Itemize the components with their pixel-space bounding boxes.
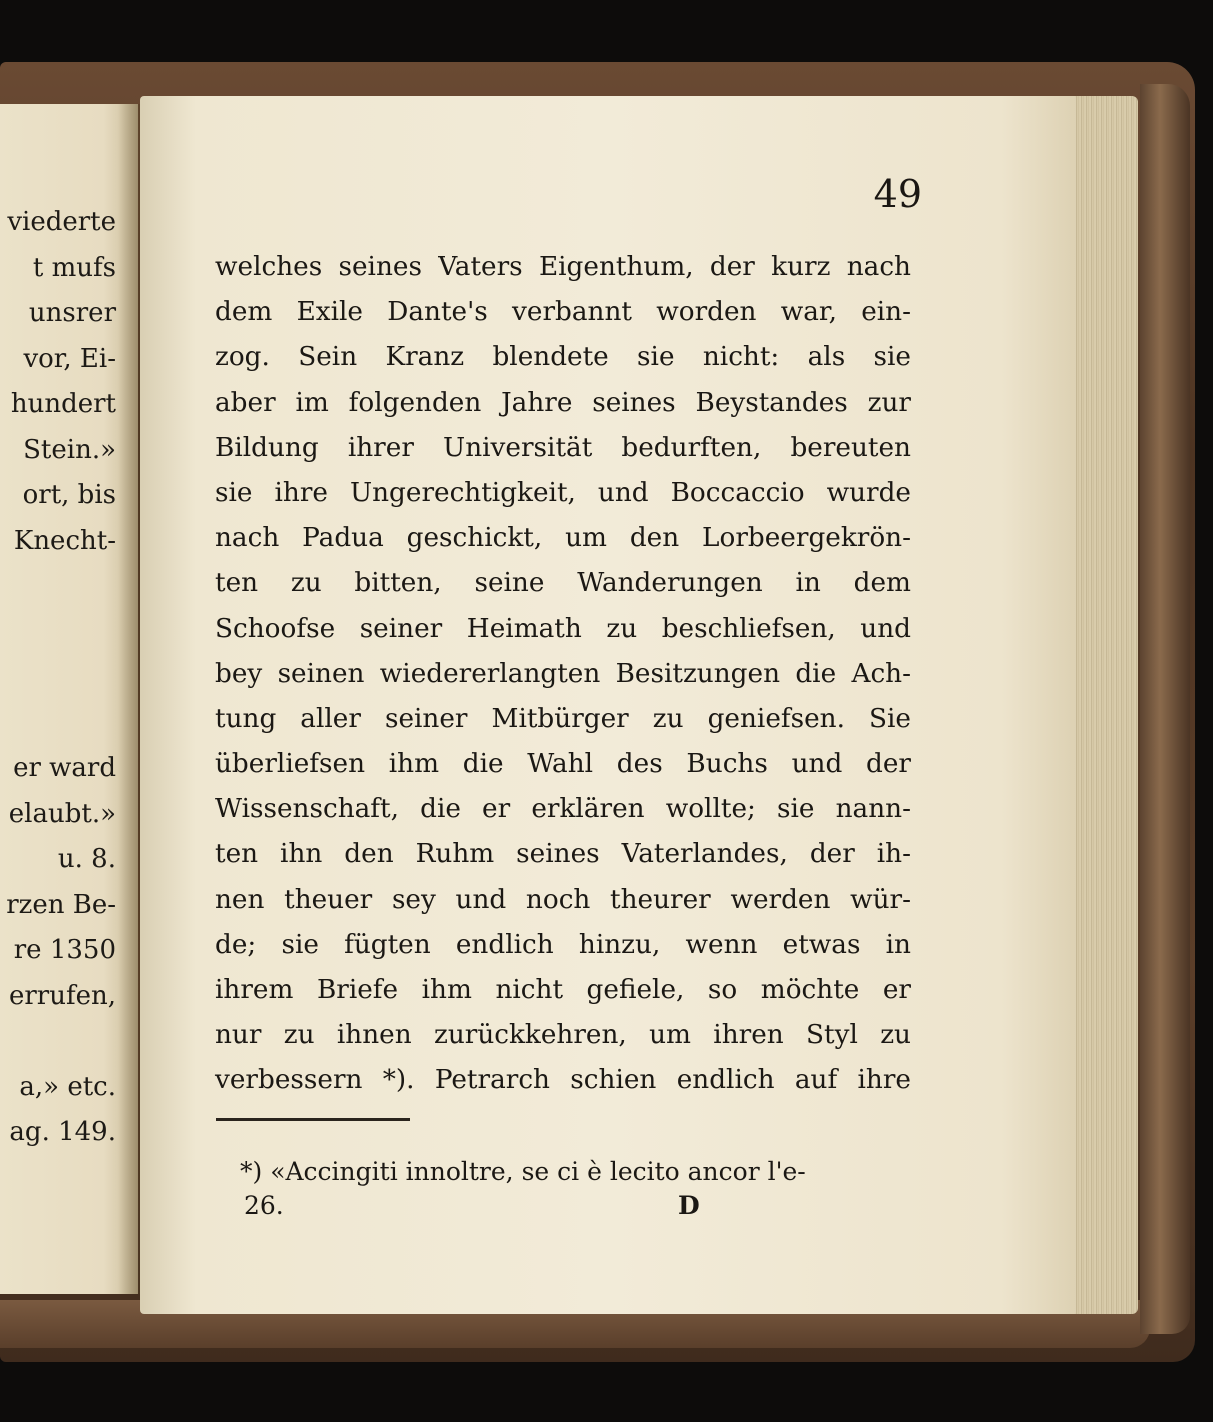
text-line: Bildung ihrer Universität bedurften, bereuten [215, 432, 911, 463]
text-line: tung aller seiner Mitbürger zu geniefsen. Sie [215, 703, 911, 734]
left-text-line: ort, bis [22, 480, 116, 510]
text-line: Wissenschaft, die er erklären wollte; sie nann- [215, 794, 911, 825]
left-text-line: viederte [7, 207, 116, 237]
signature-number: 26. [244, 1191, 284, 1220]
left-text-line: a,» etc. [19, 1071, 116, 1102]
text-line: überliefsen ihm die Wahl des Buchs und der [215, 749, 911, 780]
left-page-text [0, 200, 128, 1156]
left-text-line [0, 1019, 128, 1065]
text-line: Schoofse seiner Heimath zu beschliefsen, und [215, 613, 911, 644]
left-text-line: unsrer [28, 298, 116, 328]
left-text-line: Knecht- [13, 525, 116, 556]
left-text-line: er ward [13, 753, 116, 783]
text-line: verbessern *). Petrarch schien endlich auf ihre [215, 1065, 911, 1096]
left-text-line: errufen, [8, 980, 116, 1011]
signature-letter: D [678, 1191, 700, 1220]
cover-fore-edge [1140, 84, 1190, 1334]
text-line: nur zu ihnen zurückkehren, um ihren Styl zu [215, 1020, 911, 1051]
text-line: welches seines Vaters Eigenthum, der kurz nach [215, 252, 911, 282]
left-text-line: re 1350 [13, 935, 116, 965]
text-line: nach Padua geschickt, um den Lorbeergekrön- [215, 523, 911, 554]
left-text-line: t mufs [32, 252, 116, 283]
footnote: *) «Accingiti innoltre, se ci è lecito ancor l'e- [240, 1157, 806, 1186]
text-line: aber im folgenden Jahre seines Beystandes zur [215, 387, 911, 418]
text-line: bey seinen wiedererlangten Besitzungen die Ach- [215, 658, 911, 689]
left-text-line [0, 610, 128, 656]
left-text-line [0, 564, 128, 610]
left-text-line: elaubt.» [8, 798, 116, 829]
signature-row [244, 1186, 724, 1226]
page-number: 49 [873, 172, 922, 216]
text-line: de; sie fügten endlich hinzu, wenn etwas in [215, 929, 911, 960]
left-text-line [0, 655, 128, 701]
text-line: ten zu bitten, seine Wanderungen in dem [215, 568, 911, 599]
text-line: sie ihre Ungerechtigkeit, und Boccaccio wurde [215, 477, 911, 508]
text-line: ihrem Briefe ihm nicht gefiele, so möchte er [215, 975, 911, 1005]
left-text-line: hundert [10, 389, 116, 419]
left-text-line: ag. 149. [9, 1117, 116, 1147]
left-text-line: u. 8. [57, 844, 116, 874]
footnote-rule [216, 1118, 410, 1121]
text-line: ten ihn den Ruhm seines Vaterlandes, der ih- [215, 839, 911, 870]
left-text-line: Stein.» [23, 434, 116, 465]
page-block-edges [1072, 96, 1138, 1314]
left-text-line [0, 701, 128, 747]
text-line: nen theuer sey und noch theurer werden wür- [215, 884, 911, 915]
text-line: dem Exile Dante's verbannt worden war, ein- [215, 297, 911, 328]
body-text [215, 245, 911, 1104]
text-line: zog. Sein Kranz blendete sie nicht: als sie [215, 342, 911, 373]
left-text-line: rzen Be- [6, 889, 116, 920]
left-text-line: vor, Ei- [23, 343, 116, 374]
